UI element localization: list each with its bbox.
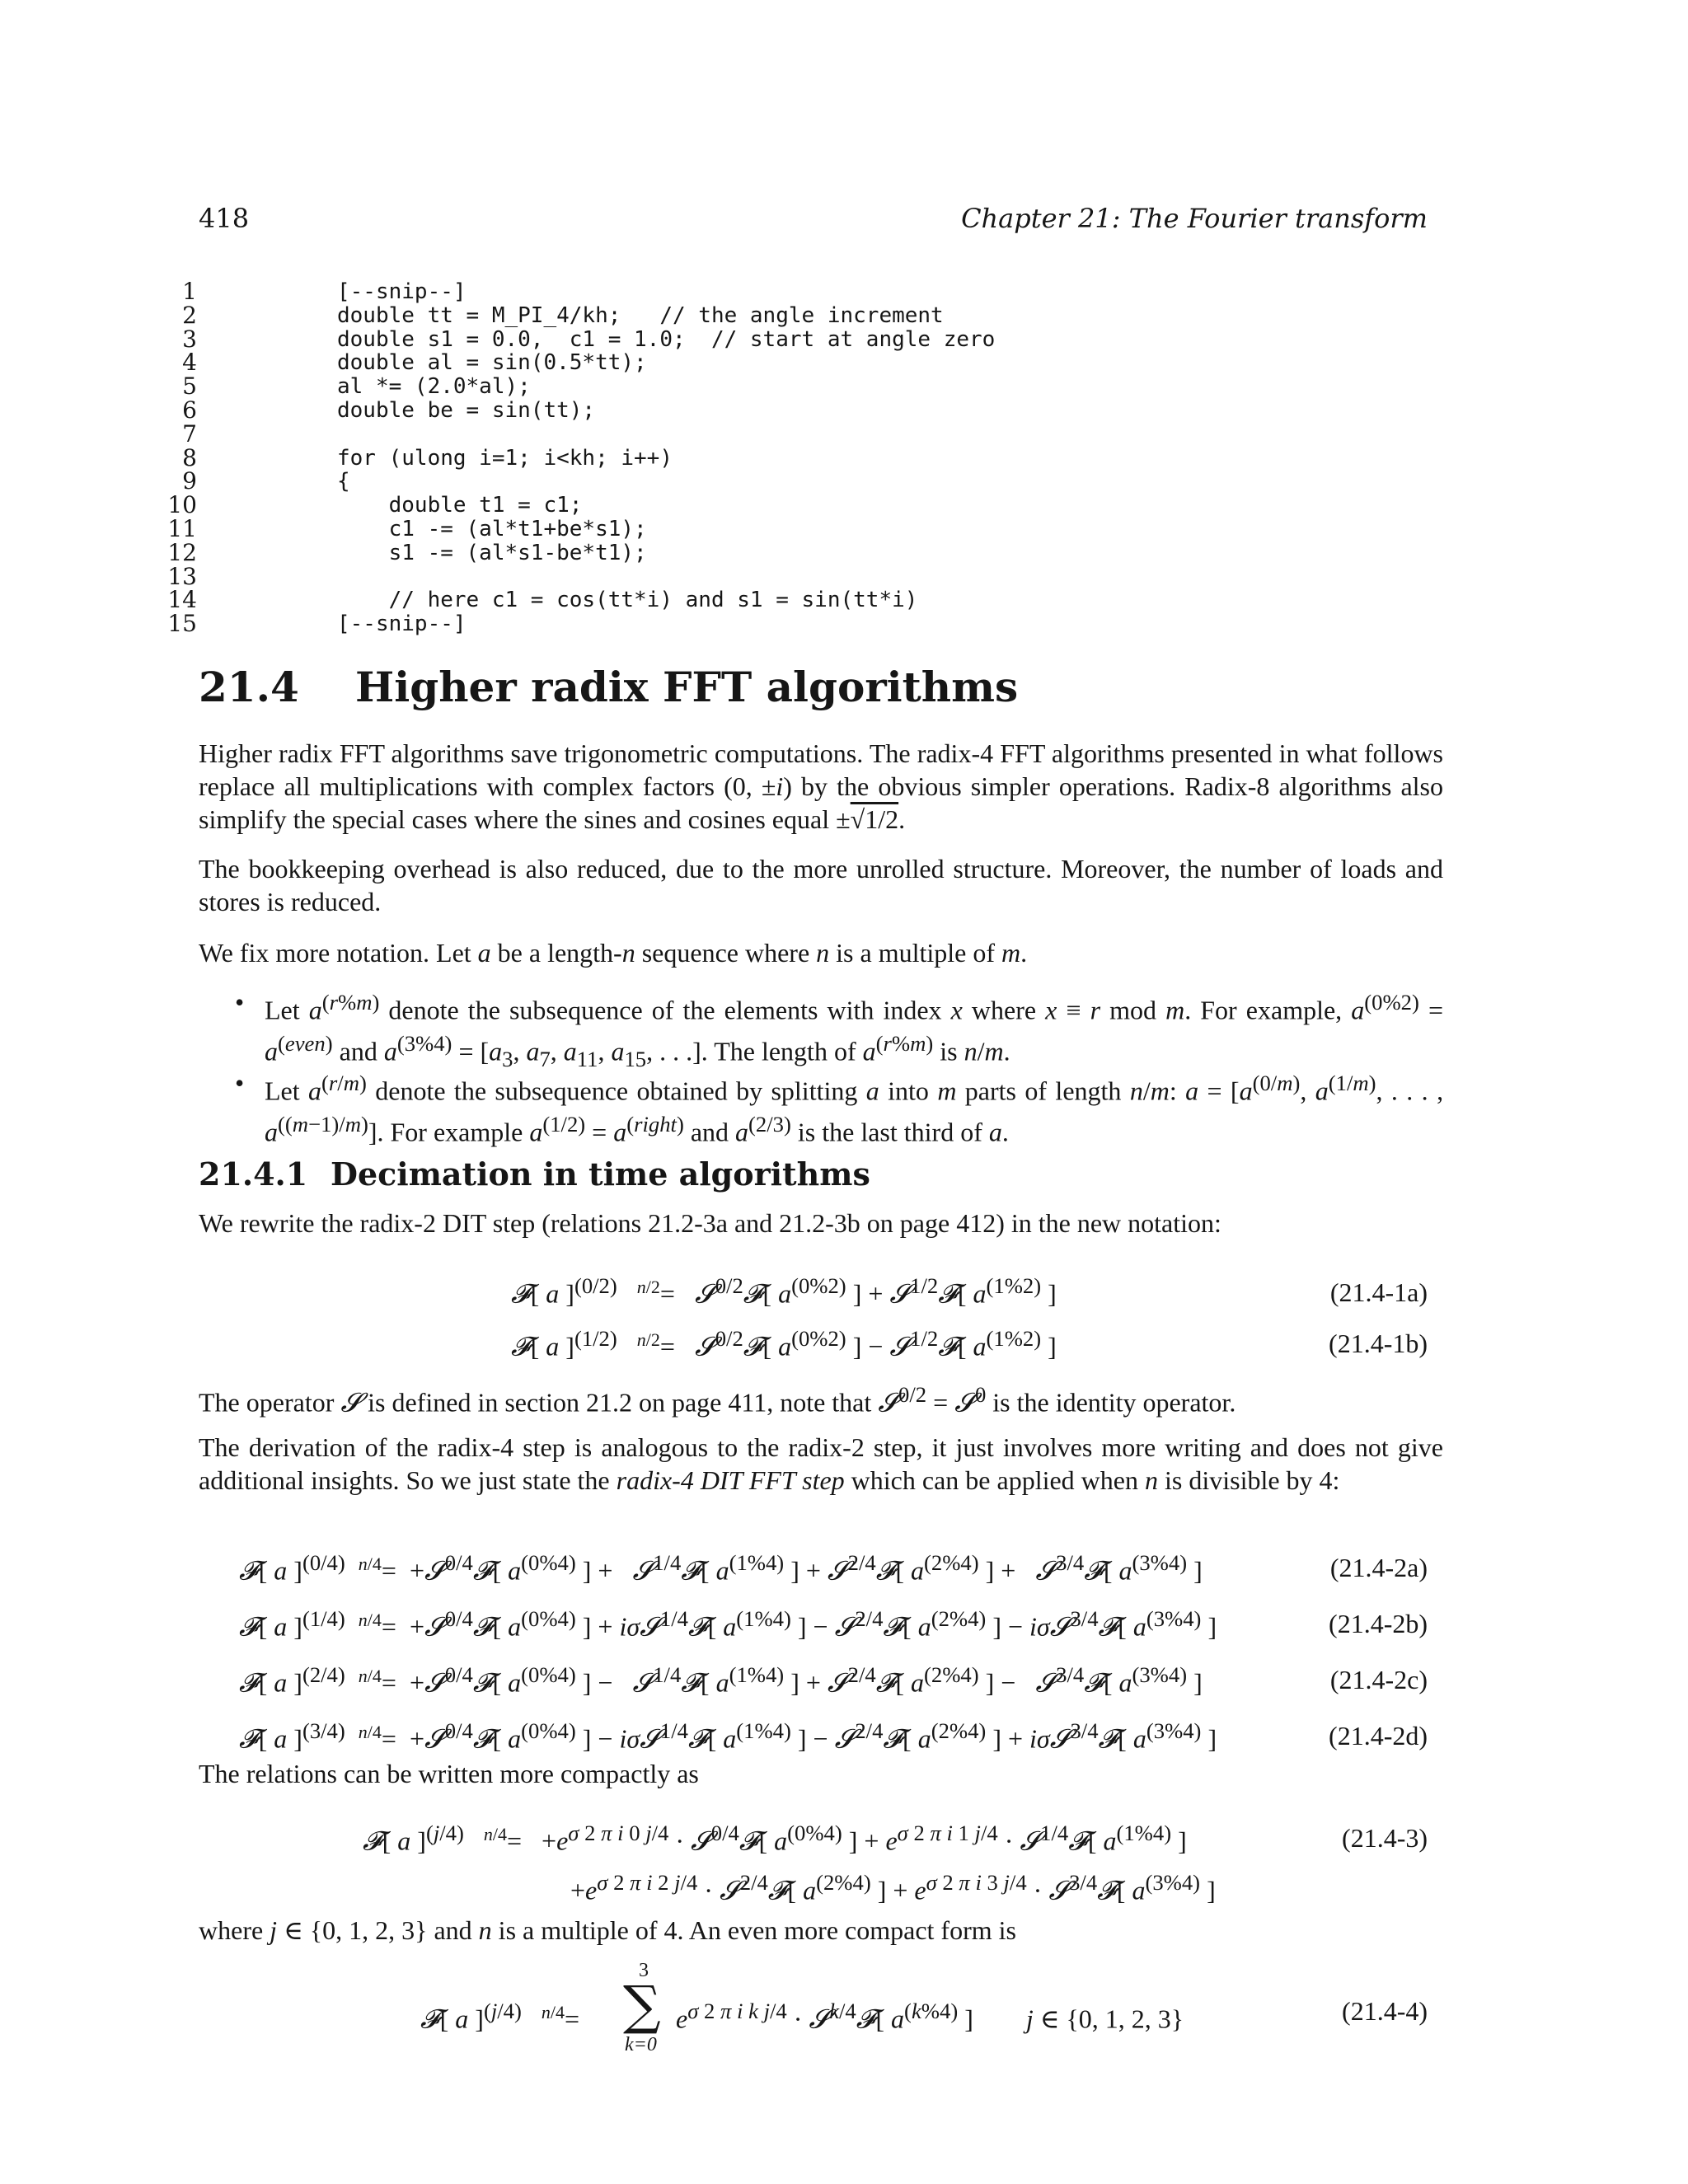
subsection-heading	[199, 1155, 870, 1193]
code-line-number: 2	[182, 301, 197, 329]
code-line	[161, 325, 1150, 353]
equation-label: (21.4-1a)	[1329, 1277, 1428, 1307]
code-line-number: 1	[182, 278, 197, 305]
code-line-text: double al = sin(0.5*tt);	[337, 350, 647, 376]
chapter-title: Chapter 21: The Fourier transform	[961, 203, 1428, 234]
code-line-text: [--snip--]	[337, 279, 467, 304]
code-line-text: {	[337, 469, 350, 494]
paragraph-bookkeeping: The bookkeeping overhead is also reduced, due to the more unrolled structure. Moreover, the number of loads and stores is reduced.	[199, 854, 1443, 916]
section-title: Higher radix FFT algorithms	[355, 663, 1019, 711]
equation-label: (21.4-4)	[1342, 1996, 1428, 2026]
code-line	[161, 467, 1150, 495]
code-line-text: s1 -= (al*s1-be*t1);	[337, 540, 647, 565]
code-line-number: 6	[182, 396, 197, 424]
sum-upper-limit: 3	[639, 1960, 649, 1981]
equation-21-4-1b: 𝓕[ a ]$^{(1/2)}$ $^{n/2}$= 𝓢$^{0/2}$𝓕[ $a^{(0\%2)}$ ] − 𝓢$^{1/2}$𝓕[ $a^{(1\%2)}$ ]	[511, 1326, 1057, 1361]
paragraph-notation: We fix more notation. Let a be a length-n sequence where n is a multiple of m.	[199, 938, 1028, 968]
code-line	[161, 588, 1150, 612]
equation-21-4-3-line1: 𝓕[ a ]$^{(j/4)}$ $^{n/4}= +e^{\sigma 2 \pi i 0 j/4}$ · 𝓢$^{0/4}$𝓕[ $a^{(0\%4)}$ ] + $e^{\sigma 2 \pi i 1 j/4}$ · 𝓢$^{1/4}$𝓕[ $a^{(1\%4)}$ ]	[363, 1821, 1187, 1856]
code-line-text: double t1 = c1;	[337, 493, 583, 518]
equation-21-4-1a: 𝓕[ a ]$^{(0/2)}$ $^{n/2}$= 𝓢$^{0/2}$𝓕[ $a^{(0\%2)}$ ] + 𝓢$^{1/2}$𝓕[ $a^{(1\%2)}$ ]	[511, 1273, 1057, 1309]
bullet-item-residue	[199, 986, 1444, 1071]
equation-label: (21.4-2b)	[1329, 1609, 1428, 1638]
code-line-text: double s1 = 0.0, c1 = 1.0; // start at angle zero	[337, 326, 996, 352]
code-line-text: c1 -= (al*t1+be*s1);	[337, 516, 647, 541]
equation-label: (21.4-2a)	[1329, 1553, 1428, 1582]
code-line-number: 7	[182, 419, 197, 448]
equation-label: (21.4-2c)	[1329, 1665, 1428, 1694]
code-line-number: 3	[182, 325, 197, 353]
code-line-number: 15	[167, 610, 197, 638]
code-line-number: 9	[182, 467, 197, 495]
equation-21-4-2c: 𝓕[ a ]$^{(2/4)}$ $^{n/4}$= +𝓢$^{0/4}$𝓕[ $a^{(0\%4)}$ ] − 𝓢$^{1/4}$𝓕[ $a^{(1\%4)}$ ] + 𝓢$^{2/4}$𝓕[ $a^{(2\%4)}$ ] − 𝓢$^{3/4}$𝓕[ $a^{(3\%4)}$ ]	[239, 1662, 1203, 1698]
code-line	[161, 301, 1150, 329]
paragraph-radix4: The derivation of the radix-4 step is analogous to the radix-2 step, it just involves more writing and does not give additional insights. So we just state the radix-4 DIT FFT step which can be applied when n is divisible by 4:	[199, 1432, 1443, 1495]
paragraph-where: where j ∈ {0, 1, 2, 3} and n is a multiple of 4. An even more compact form is	[199, 1915, 1016, 1945]
paragraph-intro: Higher radix FFT algorithms save trigonometric computations. The radix-4 FFT algorithms presented in what follows replace all multiplications with complex factors (0, ±i) by the obvious simpler operations. Radix-8 algorithms also simplify the special cases where the sines and cosines equal ±√1/2.	[199, 738, 1444, 834]
equation-21-4-4-lhs: 𝓕[ a ]$^{(j/4)}$ $^{n/4}$=	[420, 1999, 580, 2034]
section-heading	[199, 663, 1018, 711]
equation-21-4-3-line2: $+e^{\sigma 2 \pi i 2 j/4}$ · 𝓢$^{2/4}$𝓕[ $a^{(2\%4)}$ ] + $e^{\sigma 2 \pi i 3 j/4}$ · 𝓢$^{3/4}$𝓕[ $a^{(3\%4)}$ ]	[570, 1870, 1216, 1905]
equation-21-4-4-rhs: $e^{\sigma 2 \pi i k j/4}$ · 𝓢$^{k/4}$𝓕[ $a^{(k\%4)}$ ] j ∈ {0, 1, 2, 3}	[676, 1999, 1184, 2034]
sum-lower-limit: k=0	[625, 2034, 657, 2055]
paragraph-compact: The relations can be written more compactly as	[199, 1759, 699, 1788]
code-line	[161, 280, 1150, 304]
subsection-title: Decimation in time algorithms	[331, 1155, 870, 1193]
code-line	[161, 375, 1150, 399]
code-line-text: double be = sin(tt);	[337, 397, 596, 423]
paragraph-radix2: We rewrite the radix-2 DIT step (relations 21.2-3a and 21.2-3b on page 412) in the new notation:	[199, 1208, 1221, 1238]
page-number: 418	[199, 203, 250, 234]
paragraph-operator: The operator 𝓢 is defined in section 21.2 on page 411, note that 𝓢$^{0/2}$ = 𝓢$^0$ is the identity operator.	[199, 1382, 1236, 1418]
code-line-number: 12	[167, 538, 197, 566]
code-line-number: 8	[182, 443, 197, 471]
subsection-number: 21.4.1	[199, 1155, 308, 1193]
code-line	[161, 351, 1150, 375]
equation-21-4-2b: 𝓕[ a ]$^{(1/4)}$ $^{n/4}$= +𝓢$^{0/4}$𝓕[ $a^{(0\%4)}$ ] + iσ𝓢$^{1/4}$𝓕[ $a^{(1\%4)}$ ] − 𝓢$^{2/4}$𝓕[ $a^{(2\%4)}$ ] − iσ𝓢$^{3/4}$𝓕[ $a^{(3\%4)}$ ]	[239, 1606, 1217, 1642]
code-line-text: al *= (2.0*al);	[337, 374, 531, 400]
equation-21-4-2d: 𝓕[ a ]$^{(3/4)}$ $^{n/4}$= +𝓢$^{0/4}$𝓕[ $a^{(0\%4)}$ ] − iσ𝓢$^{1/4}$𝓕[ $a^{(1\%4)}$ ] − 𝓢$^{2/4}$𝓕[ $a^{(2\%4)}$ ] + iσ𝓢$^{3/4}$𝓕[ $a^{(3\%4)}$ ]	[239, 1718, 1217, 1754]
summation-symbol: ∑	[623, 1975, 661, 2036]
code-line-text: [--snip--]	[337, 612, 467, 637]
equation-21-4-2a: 𝓕[ a ]$^{(0/4)}$ $^{n/4}$= +𝓢$^{0/4}$𝓕[ $a^{(0\%4)}$ ] + 𝓢$^{1/4}$𝓕[ $a^{(1\%4)}$ ] + 𝓢$^{2/4}$𝓕[ $a^{(2\%4)}$ ] + 𝓢$^{3/4}$𝓕[ $a^{(3\%4)}$ ]	[239, 1550, 1203, 1586]
code-line	[161, 443, 1150, 471]
code-line-number: 5	[182, 373, 197, 401]
code-line-number: 11	[167, 514, 197, 542]
code-line	[161, 562, 1150, 590]
code-line-number: 14	[167, 586, 197, 614]
code-line	[161, 514, 1150, 542]
code-line-number: 4	[182, 349, 197, 377]
code-line	[161, 612, 1150, 636]
running-head	[199, 203, 1428, 236]
bullet-item-split	[199, 1066, 1444, 1147]
code-line-text: for (ulong i=1; i<kh; i++)	[337, 445, 673, 471]
equation-label: (21.4-2d)	[1329, 1721, 1428, 1750]
equation-label: (21.4-1b)	[1329, 1329, 1428, 1358]
code-listing	[161, 280, 1150, 636]
bullet-dot: •	[235, 1068, 245, 1098]
code-line-text: double tt = M_PI_4/kh; // the angle increment	[337, 302, 944, 328]
bullet-text: Let $a^{(r\%m)}$ denote the subsequence of the elements with index x where x ≡ r mod m. For example, $a^{(0\%2)} = a^{(even)}$ and $a^{(3\%4)} = [a_3$, $a_7$, $a_{11}$, $a_{15}$, . . .]. The length of $a^{(r\%m)}$ is n/m.	[265, 990, 1444, 1071]
code-line	[161, 491, 1150, 519]
code-line-text: // here c1 = cos(tt*i) and s1 = sin(tt*i)	[337, 588, 918, 613]
bullet-text: Let $a^{(r/m)}$ denote the subsequence obtained by splitting a into m parts of length n/m: $a = [a^{(0/m)}$, $a^{(1/m)}$, . . . , $a^{((m-1)/m)}$]. For example $a^{(1/2)} = a^{(right)}$ and $a^{(2/3)}$ is the last third of a.	[265, 1071, 1444, 1147]
code-line	[161, 538, 1150, 566]
equation-label: (21.4-3)	[1342, 1823, 1428, 1853]
code-line-number: 13	[167, 562, 197, 590]
section-number: 21.4	[199, 663, 299, 711]
bullet-dot: •	[235, 987, 245, 1017]
code-line	[161, 396, 1150, 424]
code-line-number: 10	[167, 491, 197, 519]
code-line	[161, 419, 1150, 448]
